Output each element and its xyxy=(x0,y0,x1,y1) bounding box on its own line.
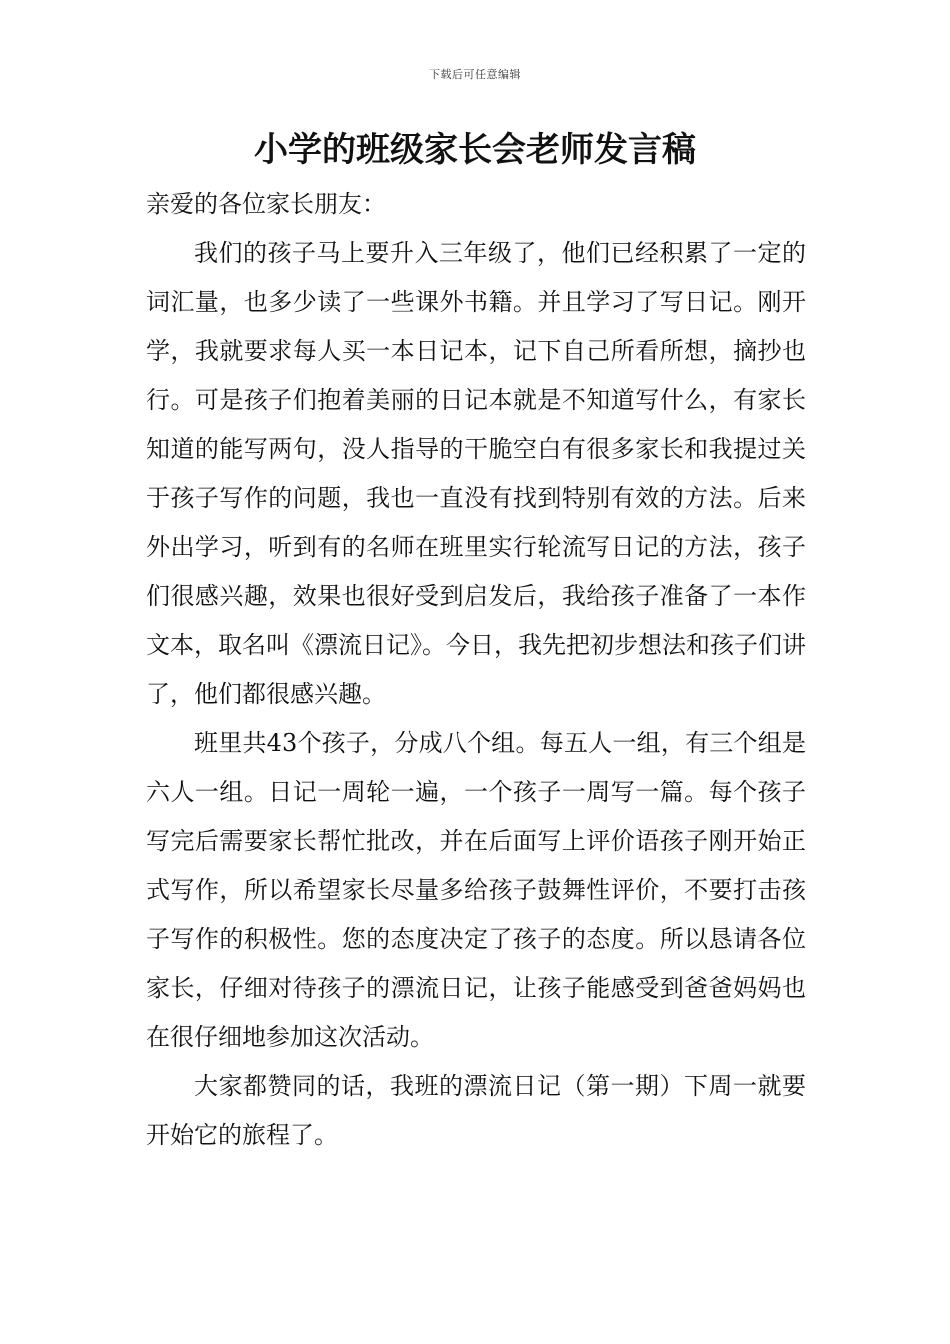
document-body xyxy=(146,180,806,1160)
document-title: 小学的班级家长会老师发言稿 xyxy=(254,130,696,170)
paragraph-3: 大家都赞同的话，我班的漂流日记（第一期）下周一就要开始它的旅程了。 xyxy=(146,1072,806,1149)
paragraph-1: 我们的孩子马上要升入三年级了，他们已经积累了一定的词汇量，也多少读了一些课外书籍。并且学习了写日记。刚开学，我就要求每人买一本日记本，记下自己所看所想，摘抄也行。可是孩子们抱着美丽的日记本就是不知道写什么，有家长知道的能写两句，没人指导的干脆空白有很多家长和我提过关于孩子写作的问题，我也一直没有找到特别有效的方法。后来外出学习，听到有的名师在班里实行轮流写日记的方法，孩子们很感兴趣，效果也很好受到启发后，我给孩子准备了一本作文本，取名叫《漂流日记》。今日，我先把初步想法和孩子们讲了，他们都很感兴趣。 xyxy=(146,239,806,708)
paragraph-2: 班里共43个孩子，分成八个组。每五人一组，有三个组是六人一组。日记一周轮一遍，一个孩子一周写一篇。每个孩子写完后需要家长帮忙批改，并在后面写上评价语孩子刚开始正式写作，所以希望家长尽量多给孩子鼓舞性评价，不要打击孩子写作的积极性。您的态度决定了孩子的态度。所以恳请各位家长，仔细对待孩子的漂流日记，让孩子能感受到爸爸妈妈也在很仔细地参加这次活动。 xyxy=(146,729,806,1051)
salutation: 亲爱的各位家长朋友： xyxy=(146,190,386,218)
header-note: 下载后可任意编辑 xyxy=(429,68,521,81)
